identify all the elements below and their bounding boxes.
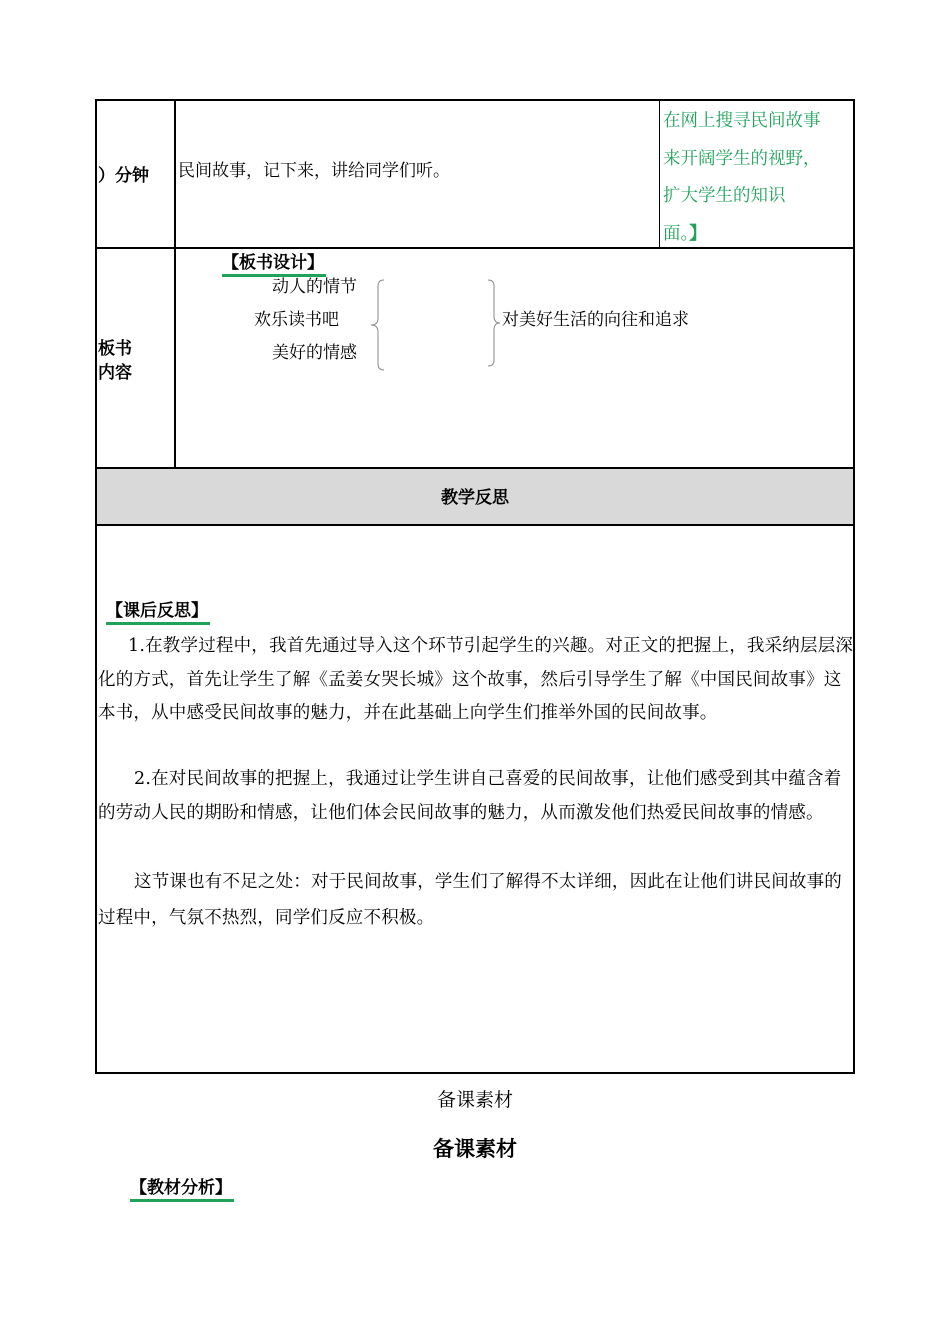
row1-note-text: 面。 xyxy=(663,223,690,244)
row1-note-line: 来开阔学生的视野， xyxy=(663,148,821,169)
row1-note-line-last xyxy=(663,216,821,254)
row1-middle-text: 民间故事，记下来，讲给同学们听。 xyxy=(178,161,450,181)
table-border-top xyxy=(95,99,855,101)
right-brace-icon xyxy=(486,278,502,368)
reflection-header: 教学反思 xyxy=(441,488,509,508)
analysis-tag: 【教材分析】 xyxy=(130,1177,234,1202)
board-item-emotion: 美好的情感 xyxy=(272,343,357,363)
board-item-plot: 动人的情节 xyxy=(272,277,357,297)
table-border-bottom xyxy=(95,1072,855,1074)
board-label xyxy=(98,337,132,385)
board-label-line2: 内容 xyxy=(98,363,132,383)
left-brace-icon xyxy=(368,278,388,372)
row1-note-close: 】 xyxy=(689,223,707,244)
board-label-line1: 板书 xyxy=(98,339,132,359)
small-title: 备课素材 xyxy=(436,1089,513,1111)
reflection-paragraph-1: 1.在教学过程中，我首先通过导入这个环节引起学生的兴趣。对正文的把握上，我采纳层层深化的方式，首先让学生了解《孟姜女哭长城》这个故事，然后引导学生了解《中国民间故事》这本书，从中感受民间故事的魅力，并在此基础上向学生们推举外国的民间故事。 xyxy=(98,636,854,723)
board-item-reading: 欢乐读书吧 xyxy=(254,310,339,330)
table-border-left xyxy=(95,99,97,1074)
col-divider-left xyxy=(174,99,176,469)
reflection-paragraph-2: 2.在对民间故事的把握上，我通过让学生讲自己喜爱的民间故事，让他们感受到其中蕴含着的劳动人民的期盼和情感，让他们体会民间故事的魅力，从而激发他们热爱民间故事的情感。 xyxy=(98,769,842,823)
row1-note xyxy=(663,103,821,253)
section-title: 备课素材 xyxy=(433,1137,517,1161)
board-design-tag: 【板书设计】 xyxy=(222,252,326,277)
board-conclusion: 对美好生活的向往和追求 xyxy=(502,310,689,330)
row1-note-line: 扩大学生的知识 xyxy=(663,186,786,206)
row1-note-line: 在网上搜寻民间故事 xyxy=(663,111,821,131)
reflection-paragraph-3: 这节课也有不足之处：对于民间故事，学生们了解得不太详细，因此在让他们讲民间故事的过程中，气氛不热烈，同学们反应不积极。 xyxy=(98,872,842,928)
reflection-tag: 【课后反思】 xyxy=(106,600,210,625)
col-divider-right xyxy=(659,99,660,248)
row1-left-label: ）分钟 xyxy=(98,166,149,186)
row-divider-3 xyxy=(95,524,855,526)
